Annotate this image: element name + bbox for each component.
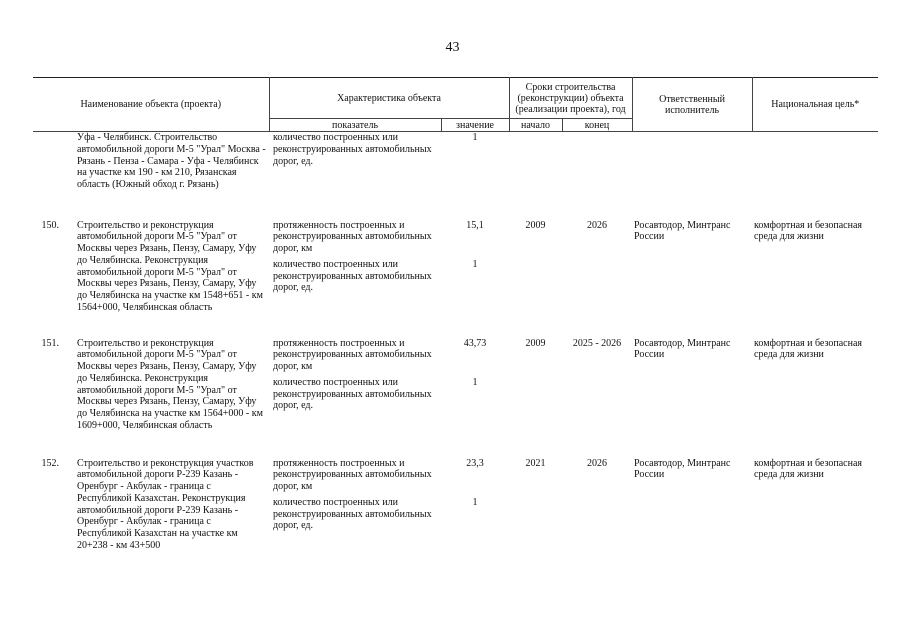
row-object: Строительство и реконструкция автомобильной дороги М-5 "Урал" от Москвы через Рязань, Пензу, Самару, Уфу до Челябинска. Реконструкция автомобильной дороги М-5 "Урал" от Москвы через Рязань, Пензу, Самару, Уфу до Челябинска на участке км 1548+651 - км 1564+000, Челябинская область [77,219,263,314]
row-value: 1 [472,376,478,388]
row-value: 1 [472,496,478,508]
row-indicator: количество построенных или реконструированных автомобильных дорог, ед. [273,132,432,167]
header-name: Наименование объекта (проекта) [33,78,269,132]
row-goal: комфортная и безопасная среда для жизни [754,337,863,361]
row-object: Строительство и реконструкция автомобильной дороги М-5 "Урал" от Москвы через Рязань, Пензу, Самару, Уфу до Челябинска. Реконструкция автомобильной дороги М-5 "Урал" от Москвы через Рязань, Пензу, Самару, Уфу до Челябинска на участке км 1564+000 - км 1609+000, Челябинская область [77,337,263,432]
header-end: конец [562,119,632,132]
row-number: 150. [41,219,59,231]
row-goal [752,132,878,220]
page-number: 43 [445,40,460,55]
row-values [441,458,509,568]
row-value: 1 [472,258,478,270]
row-value: 23,3 [466,457,484,469]
row-goal: комфортная и безопасная среда для жизни [754,219,863,243]
table-row [33,220,878,338]
header-goal: Национальная цель* [752,78,878,132]
table-row [33,132,878,220]
row-start: 2021 [525,457,546,469]
row-end [562,132,632,220]
header-terms: Сроки строительства (реконструкции) объекта (реализации проекта), год [509,78,632,119]
row-indicator: протяженность построенных и реконструированных автомобильных дорог, км [273,219,432,255]
row-indicator: количество построенных или реконструированных автомобильных дорог, ед. [273,496,432,532]
row-value: 43,73 [463,337,487,349]
header-executor: Ответственный исполнитель [632,78,752,132]
row-indicator: протяженность построенных и реконструированных автомобильных дорог, км [273,337,432,373]
row-values [441,132,509,220]
row-indicator: количество построенных или реконструированных автомобильных дорог, ед. [273,376,432,412]
row-start: 2009 [525,219,546,231]
row-end: 2025 - 2026 [572,337,622,349]
row-number: 151. [41,337,59,349]
row-end: 2026 [587,219,608,231]
row-start: 2009 [525,337,546,349]
row-object: Уфа - Челябинск. Строительство автомобильной дороги М-5 "Урал" Москва - Рязань - Пенза - Самара - Уфа - Челябинск на участке км 190 - км 210, Рязанская область (Южный обход г. Рязань) [77,132,266,191]
row-executor: Росавтодор, Минтранс России [634,219,731,243]
row-value: 1 [472,132,478,143]
row-executor [632,132,752,220]
row-number: 152. [41,457,59,469]
row-executor: Росавтодор, Минтранс России [634,457,731,481]
row-indicators [269,220,441,338]
row-values [441,220,509,338]
row-indicator: протяженность построенных и реконструированных автомобильных дорог, км [273,457,432,493]
header-indicator: показатель [269,119,441,132]
row-executor: Росавтодор, Минтранс России [634,337,731,361]
row-start [509,132,562,220]
projects-table [33,77,878,568]
row-number [33,132,69,220]
header-start: начало [509,119,562,132]
row-goal: комфортная и безопасная среда для жизни [754,457,863,481]
header-characteristics: Характеристика объекта [269,78,509,119]
row-values [441,338,509,458]
row-indicator: количество построенных или реконструированных автомобильных дорог, ед. [273,258,432,294]
table-row [33,458,878,568]
table-row [33,338,878,458]
row-indicators [269,458,441,568]
row-indicators [269,132,441,220]
header-value: значение [441,119,509,132]
row-value: 15,1 [466,219,484,231]
row-object: Строительство и реконструкция участков автомобильной дороги Р-239 Казань - Оренбург - Акбулак - граница с Республикой Казахстан. Реконструкция автомобильной дороги Р-239 Казань - Оренбург - Акбулак - граница с Республикой Казахстан на участке км 20+238 - км 43+500 [77,457,254,552]
row-indicators [269,338,441,458]
row-end: 2026 [587,457,608,469]
